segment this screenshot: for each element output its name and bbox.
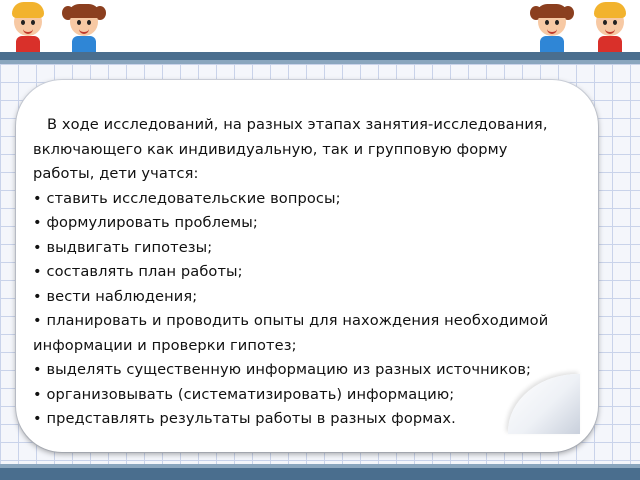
list-item: • формулировать проблемы;	[33, 214, 258, 231]
list-item: • представлять результаты работы в разных формах.	[33, 410, 456, 427]
list-item: • планировать и проводить опыты для нахождения необходимой информации и проверки гипотез;	[33, 312, 549, 354]
list-item: • вести наблюдения;	[33, 287, 198, 305]
header-band	[0, 0, 640, 52]
slide-text	[33, 113, 573, 432]
list-item: • организовывать (систематизировать) информацию;	[33, 385, 455, 403]
boy-figure-icon	[6, 0, 50, 56]
boy-figure-icon	[588, 0, 632, 56]
girl-figure-icon	[530, 0, 574, 56]
list-item: • составлять план работы;	[33, 263, 243, 280]
list-item: • ставить исследовательские вопросы;	[33, 189, 341, 207]
bottom-stripe	[0, 464, 640, 480]
top-stripe	[0, 52, 640, 60]
intro-paragraph: В ходе исследований, на разных этапах занятия-исследования, включающего как индивидуальную, так и групповую форму работы, дети учатся:	[33, 116, 548, 182]
list-item: • выделять существенную информацию из разных источников;	[33, 361, 532, 378]
list-item: • выдвигать гипотезы;	[33, 238, 213, 256]
girl-figure-icon	[62, 0, 106, 56]
